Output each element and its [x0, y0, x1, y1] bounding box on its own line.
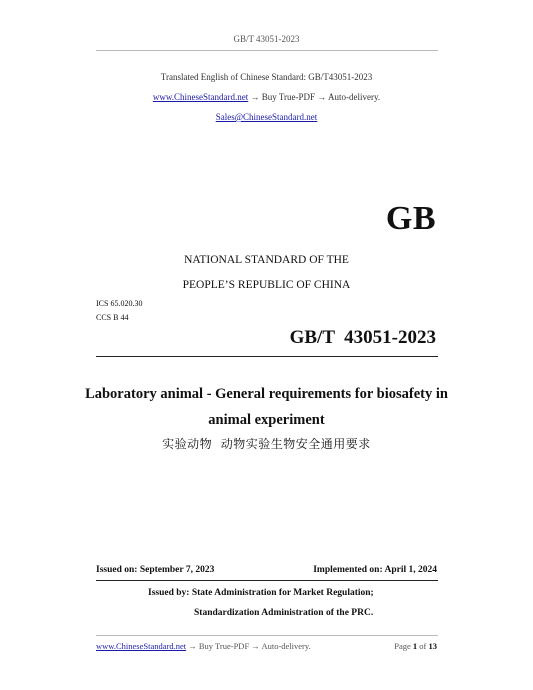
implemented-on-date: Implemented on: April 1, 2024 [313, 565, 437, 575]
header-divider [96, 50, 438, 51]
english-title-line2: animal experiment [208, 412, 325, 428]
footer-site-link[interactable]: www.ChineseStandard.net [96, 641, 187, 651]
running-header: GB/T 43051-2023 [233, 34, 300, 44]
national-standard-line1: NATIONAL STANDARD OF THE [184, 254, 349, 266]
english-title-line1: Laboratory animal - General requirements for biosafety in [85, 386, 448, 402]
site-link[interactable]: www.ChineseStandard.net [152, 92, 249, 102]
footer-divider [96, 635, 438, 636]
standard-number: GB/T 43051-2023 [289, 327, 436, 348]
email-line [0, 112, 533, 122]
email-link[interactable]: Sales@ChineseStandard.net [215, 112, 318, 122]
page-of: of [419, 641, 427, 651]
chinese-title: 实验动物 动物实验生物安全通用要求 [162, 437, 371, 451]
national-standard-line2: PEOPLE’S REPUBLIC OF CHINA [182, 279, 351, 291]
title-divider [96, 356, 438, 357]
issued-by-line1: Issued by: State Administration for Market Regulation; [148, 588, 374, 598]
dates-divider [96, 580, 438, 581]
page-current: 1 [412, 641, 418, 651]
page-label: Page [394, 641, 411, 651]
gb-logo: GB [385, 200, 436, 237]
purchase-line [0, 92, 533, 102]
translation-note: Translated English of Chinese Standard: GB/T43051-2023 [160, 72, 373, 82]
footer-purchase-line [96, 641, 311, 651]
purchase-text: → Buy True-PDF → Auto-delivery. [250, 92, 381, 102]
ccs-code: CCS B 44 [96, 313, 129, 322]
footer-purchase-text: → Buy True-PDF → Auto-delivery. [188, 641, 311, 651]
ics-code: ICS 65.020.30 [96, 299, 143, 308]
page-indicator [394, 641, 437, 651]
page-total: 13 [428, 641, 437, 651]
issued-on-date: Issued on: September 7, 2023 [96, 565, 215, 575]
issued-by-line2: Standardization Administration of the PRC. [194, 608, 374, 618]
